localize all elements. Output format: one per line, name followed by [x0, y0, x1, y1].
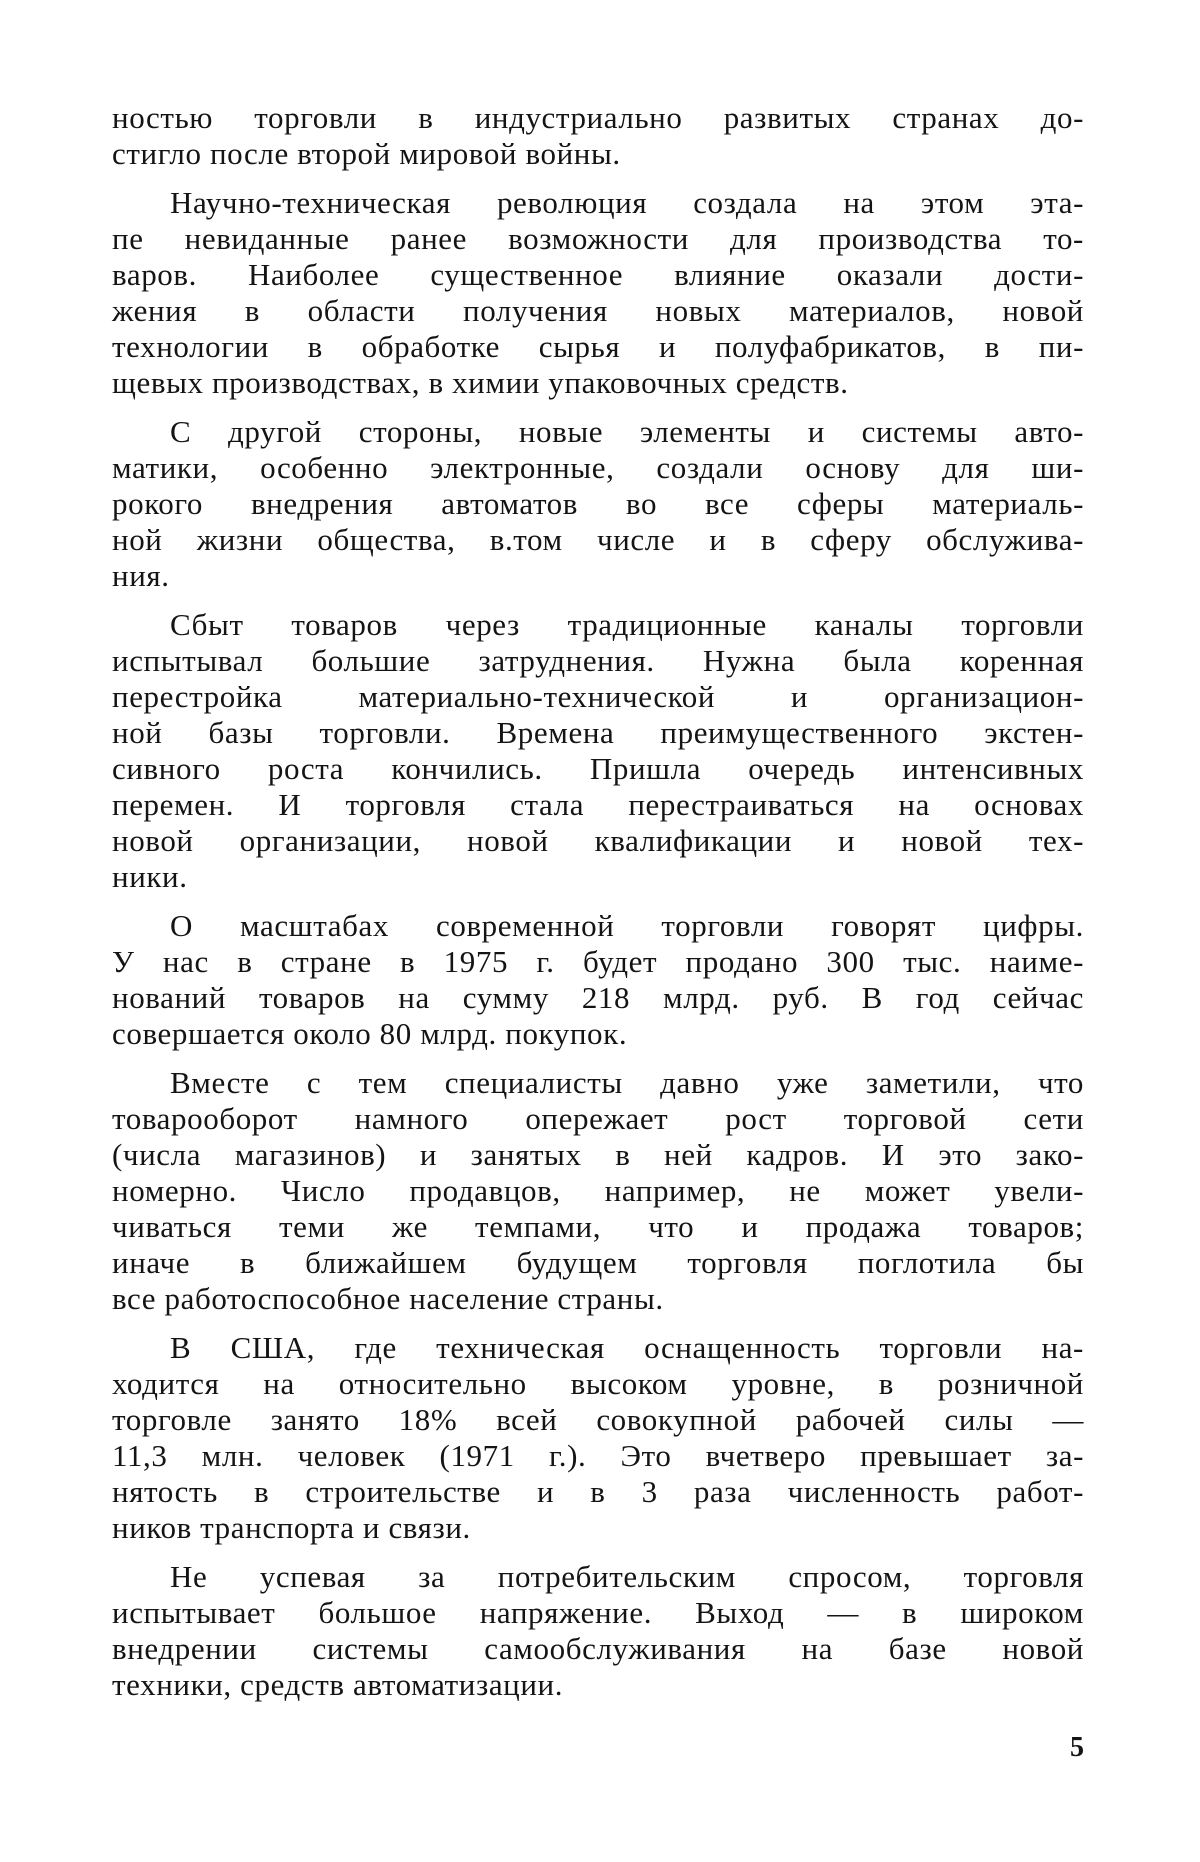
text-line: Вместе с тем специалисты давно уже заметили, что [170, 1065, 1084, 1100]
body-text [112, 100, 1084, 1716]
text-line: сивного роста кончились. Пришла очередь интенсивных [112, 751, 1084, 786]
text-line: внедрении системы самообслуживания на базе новой [112, 1631, 1084, 1666]
text-line: Не успевая за потребительским спросом, торговля [170, 1559, 1084, 1594]
text-line: 11,3 млн. человек (1971 г.). Это вчетверо превышает за- [112, 1438, 1084, 1473]
text-line: пе невиданные ранее возможности для производства то- [112, 221, 1084, 256]
paragraph-4 [112, 607, 1084, 895]
paragraph-5 [112, 908, 1084, 1052]
text-line: номерно. Число продавцов, например, не может увели- [112, 1173, 1084, 1208]
text-line: С другой стороны, новые элементы и системы авто- [170, 414, 1084, 449]
text-line: перестройка материально-технической и организацион- [112, 679, 1084, 714]
text-line: В США, где техническая оснащенность торговли на- [170, 1330, 1084, 1365]
paragraph-1 [112, 100, 1084, 172]
text-line: перемен. И торговля стала перестраиваться на основах [112, 787, 1084, 822]
text-line: рокого внедрения автоматов во все сферы материаль- [112, 486, 1084, 521]
text-line: все работоспособное население страны. [112, 1281, 664, 1316]
text-line: варов. Наиболее существенное влияние оказали дости- [112, 257, 1084, 292]
paragraph-6 [112, 1065, 1084, 1317]
text-line: ходится на относительно высоком уровне, в розничной [112, 1366, 1084, 1401]
text-line: жения в области получения новых материалов, новой [112, 293, 1084, 328]
text-line: матики, особенно электронные, создали основу для ши- [112, 450, 1084, 485]
text-line: ностью торговли в индустриально развитых странах до- [112, 100, 1084, 135]
text-line: товарооборот намного опережает рост торговой сети [112, 1101, 1084, 1136]
text-line: чиваться теми же темпами, что и продажа товаров; [112, 1209, 1084, 1244]
paragraph-8 [112, 1559, 1084, 1703]
text-line: ной базы торговли. Времена преимущественного экстен- [112, 715, 1084, 750]
text-line: (числа магазинов) и занятых в ней кадров. И это зако- [112, 1137, 1084, 1172]
text-line: техники, средств автоматизации. [112, 1667, 564, 1702]
paragraph-3 [112, 414, 1084, 594]
text-line: нований товаров на сумму 218 млрд. руб. В год сейчас [112, 980, 1084, 1015]
text-line: испытывает большое напряжение. Выход — в широком [112, 1595, 1084, 1630]
text-line: Сбыт товаров через традиционные каналы торговли [170, 607, 1084, 642]
text-line: нятость в строительстве и в 3 раза численность работ- [112, 1474, 1084, 1509]
text-line: У нас в стране в 1975 г. будет продано 300 тыс. наиме- [112, 944, 1084, 979]
text-line: торговле занято 18% всей совокупной рабочей силы — [112, 1402, 1084, 1437]
text-line: щевых производствах, в химии упаковочных средств. [112, 365, 849, 400]
text-line: ния. [112, 558, 170, 593]
text-line: иначе в ближайшем будущем торговля поглотила бы [112, 1245, 1084, 1280]
text-line: совершается около 80 млрд. покупок. [112, 1016, 628, 1051]
text-line: Научно-техническая революция создала на этом эта- [170, 185, 1084, 220]
text-line: стигло после второй мировой войны. [112, 136, 621, 171]
text-line: технологии в обработке сырья и полуфабрикатов, в пи- [112, 329, 1084, 364]
text-line: ной жизни общества, в.том числе и в сферу обслужива- [112, 522, 1084, 557]
paragraph-7 [112, 1330, 1084, 1546]
text-line: ников транспорта и связи. [112, 1510, 471, 1545]
text-line: О масштабах современной торговли говорят цифры. [170, 908, 1084, 943]
page-number: 5 [1070, 1732, 1084, 1763]
text-line: испытывал большие затруднения. Нужна была коренная [112, 643, 1084, 678]
text-line: новой организации, новой квалификации и новой тех- [112, 823, 1084, 858]
text-line: ники. [112, 859, 188, 894]
paragraph-2 [112, 185, 1084, 401]
